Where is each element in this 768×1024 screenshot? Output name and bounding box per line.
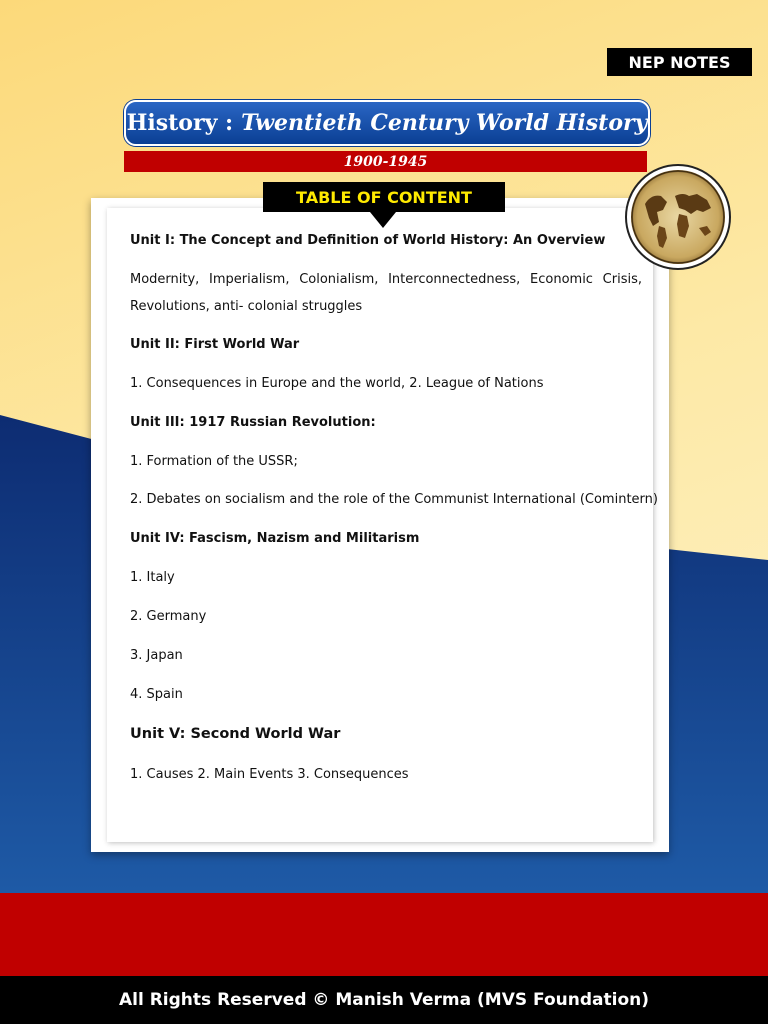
nep-notes-badge: NEP NOTES bbox=[607, 48, 752, 76]
unit-heading: Unit II: First World War bbox=[130, 337, 300, 352]
unit-item: 2. Germany bbox=[130, 609, 207, 624]
unit-heading: Unit V: Second World War bbox=[130, 726, 341, 742]
unit-item: 4. Spain bbox=[130, 687, 183, 702]
unit-item: 1. Italy bbox=[130, 570, 175, 585]
unit-heading: Unit IV: Fascism, Nazism and Militarism bbox=[130, 531, 420, 546]
unit-item: Modernity, Imperialism, Colonialism, Interconnectedness, Economic Crisis, Revolutions, anti- colonial struggles bbox=[130, 272, 642, 314]
unit-item: 1. Consequences in Europe and the world, 2. League of Nations bbox=[130, 376, 544, 391]
background-red-band bbox=[0, 893, 768, 976]
unit-item: 2. Debates on socialism and the role of the Communist International (Comintern) bbox=[130, 492, 658, 507]
unit-item: 1. Formation of the USSR; bbox=[130, 454, 298, 469]
title-subject: History : bbox=[126, 110, 234, 136]
unit-heading: Unit I: The Concept and Definition of World History: An Overview bbox=[130, 233, 606, 248]
toc-label: TABLE OF CONTENT bbox=[263, 182, 505, 212]
world-map-globe-icon bbox=[625, 164, 731, 270]
footer-copyright: All Rights Reserved © Manish Verma (MVS Foundation) bbox=[0, 976, 768, 1024]
title-course: Twentieth Century World History bbox=[241, 110, 648, 136]
unit-item: 3. Japan bbox=[130, 648, 183, 663]
page-title bbox=[124, 100, 650, 146]
unit-item: 1. Causes 2. Main Events 3. Consequences bbox=[130, 767, 409, 782]
period-banner: 1900-1945 bbox=[124, 151, 647, 172]
unit-heading: Unit III: 1917 Russian Revolution: bbox=[130, 415, 376, 430]
down-arrow-icon bbox=[370, 212, 396, 228]
